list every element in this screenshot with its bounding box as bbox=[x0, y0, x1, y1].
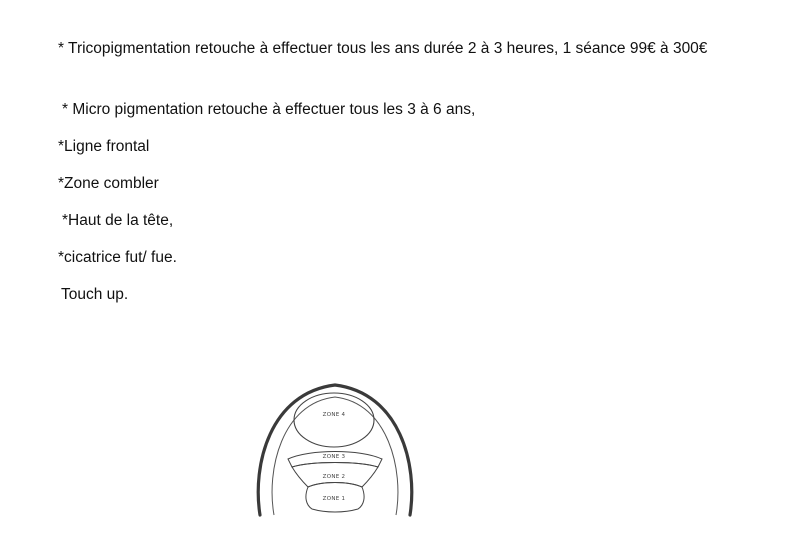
zone-2-label: ZONE 2 bbox=[322, 474, 346, 480]
bullet-zone-combler: *Zone combler bbox=[58, 175, 159, 192]
zone-1-label: ZONE 1 bbox=[322, 496, 346, 502]
zone-4-shape bbox=[294, 393, 374, 447]
bullet-ligne-frontal: *Ligne frontal bbox=[58, 138, 150, 155]
zone-4-label: ZONE 4 bbox=[322, 412, 346, 418]
zone-3-label: ZONE 3 bbox=[322, 454, 346, 460]
paragraph-tricopigmentation: * Tricopigmentation retouche à effectuer tous les ans durée 2 à 3 heures, 1 séance 99€ à 300€ bbox=[58, 40, 708, 57]
bullet-cicatrice: *cicatrice fut/ fue. bbox=[58, 249, 177, 266]
head-zones-diagram bbox=[250, 375, 420, 525]
paragraph-micro-pigmentation: * Micro pigmentation retouche à effectuer tous les 3 à 6 ans, bbox=[62, 101, 476, 118]
bullet-haut-de-la-tete: *Haut de la tête, bbox=[62, 212, 174, 229]
touch-up-text: Touch up. bbox=[61, 286, 129, 303]
